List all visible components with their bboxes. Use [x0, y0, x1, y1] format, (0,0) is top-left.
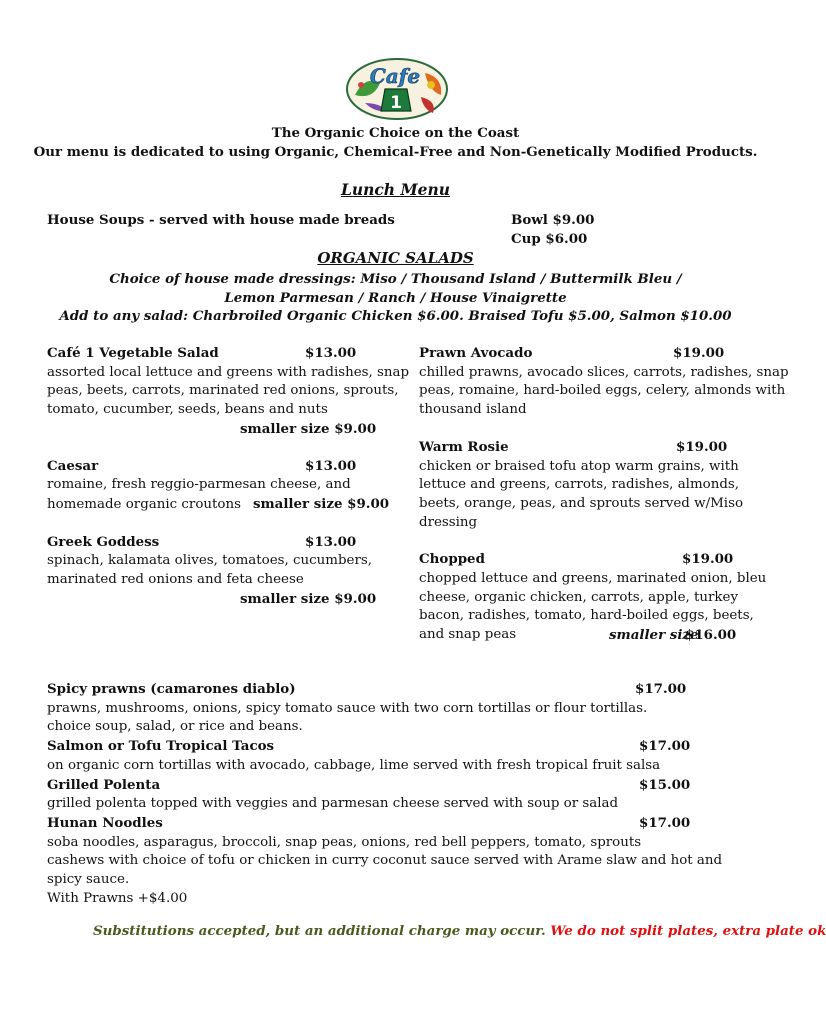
item-desc-line: spinach, kalamata olives, tomatoes, cucumbers, — [47, 553, 372, 569]
item-desc-line: grilled polenta topped with veggies and parmesan cheese served with soup or salad — [47, 796, 619, 812]
item-smaller-size: smaller size $9.00 — [240, 590, 377, 607]
footer-note — [93, 922, 826, 941]
salad-item-chopped — [419, 550, 739, 570]
item-price: $17.00 — [639, 738, 691, 755]
main-item-hunan-noodles — [47, 814, 707, 834]
right-salads-column — [419, 344, 789, 645]
menu-title: Lunch Menu — [340, 180, 451, 199]
item-name: Spicy prawns (camarones diablo) — [47, 681, 296, 697]
item-desc-line: marinated red onions and feta cheese — [47, 572, 304, 588]
item-smaller-size: smaller size $9.00 — [252, 495, 390, 512]
item-desc-line: cheese, organic chicken, carrots, apple, turkey — [419, 589, 739, 605]
item-price: $19.00 — [682, 551, 734, 568]
salad-item-caesar — [47, 457, 357, 477]
main-item-tropical-tacos — [47, 737, 707, 757]
item-price: $13.00 — [305, 533, 357, 550]
item-name: Greek Goddess — [47, 533, 160, 550]
item-name: Café 1 Vegetable Salad — [47, 345, 219, 361]
salad-item-greek-goddess — [47, 533, 357, 553]
logo-text: Cafe — [369, 64, 421, 88]
item-desc-line: cashews with choice of tofu or chicken in curry coconut sauce served with Arame slaw and hot and — [47, 853, 723, 869]
item-desc-line: peas, romaine, hard-boiled eggs, celery, almonds with — [419, 383, 786, 399]
item-name: Warm Rosie — [419, 438, 509, 455]
item-desc-line: soba noodles, asparagus, broccoli, snap peas, onions, red bell peppers, tomato, sprouts — [47, 834, 642, 850]
item-name: Chopped — [419, 551, 485, 568]
salad-addons: Add to any salad: Charbroiled Organic Chicken $6.00. Braised Tofu $5.00, Salmon $10.00 — [59, 308, 732, 324]
item-price: $13.00 — [305, 345, 357, 361]
item-price: $17.00 — [635, 681, 687, 697]
item-name: Caesar — [47, 457, 99, 474]
mission-statement: Our menu is dedicated to using Organic, Chemical-Free and Non-Genetically Modified Products. — [33, 144, 758, 160]
item-price: $17.00 — [639, 814, 691, 831]
no-split-plates-note: We do not split plates, extra plate ok — [550, 923, 826, 939]
salad-item-prawn-avocado — [419, 344, 739, 364]
item-name: Hunan Noodles — [47, 814, 163, 831]
item-price: $15.00 — [639, 776, 691, 793]
item-desc-line: peas, beets, carrots, marinated red onions, sprouts, — [47, 383, 399, 399]
dressings-line-2: Lemon Parmesan / Ranch / House Vinaigrette — [224, 290, 567, 306]
item-smaller-size: smaller size $9.00 — [240, 420, 377, 437]
item-price: $13.00 — [305, 457, 357, 474]
item-desc-line: assorted local lettuce and greens with radishes, snap — [47, 364, 410, 380]
main-item-grilled-polenta — [47, 776, 707, 796]
item-desc-line: choice soup, salad, or rice and beans. — [47, 719, 303, 735]
item-desc-line: spicy sauce. — [47, 872, 130, 888]
soup-bowl-price: Bowl $9.00 — [511, 212, 595, 228]
soups-label: House Soups - served with house made breads — [47, 212, 395, 228]
item-price: $19.00 — [676, 438, 728, 455]
item-name: Grilled Polenta — [47, 776, 161, 793]
item-desc-line: chicken or braised tofu atop warm grains, with — [419, 458, 739, 474]
item-desc-line: on organic corn tortillas with avocado, cabbage, lime served with fresh tropical fruit salsa — [47, 757, 661, 773]
item-desc-line: and snap peas — [419, 627, 517, 643]
item-smaller-label: smaller size — [609, 627, 699, 644]
item-desc-line: prawns, mushrooms, onions, spicy tomato sauce with two corn tortillas or flour tortillas. — [47, 700, 648, 716]
mains-list — [47, 680, 723, 908]
item-smaller-price: $16.00 — [685, 627, 737, 644]
salad-item-vegetable — [47, 344, 357, 364]
item-desc-line: chilled prawns, avocado slices, carrots, radishes, snap — [419, 364, 789, 380]
main-item-spicy-prawns — [47, 680, 707, 700]
left-salads-column — [47, 344, 409, 608]
substitutions-note: Substitutions accepted, but an additional charge may occur. — [93, 923, 546, 939]
soup-cup-price: Cup $6.00 — [511, 231, 588, 247]
item-desc-line: lettuce and greens, carrots, radishes, almonds, — [419, 477, 740, 493]
item-desc-line: homemade organic croutons — [47, 496, 241, 512]
item-desc-line: romaine, fresh reggio-parmesan cheese, and — [47, 477, 351, 493]
item-desc-line: dressing — [419, 514, 478, 530]
item-desc-line: thousand island — [419, 402, 527, 418]
item-price: $19.00 — [673, 345, 725, 361]
logo-number: 1 — [390, 93, 402, 113]
salads-title: ORGANIC SALADS — [317, 249, 474, 267]
item-name: Salmon or Tofu Tropical Tacos — [47, 738, 275, 755]
tagline: The Organic Choice on the Coast — [271, 125, 520, 141]
dressings-line-1: Choice of house made dressings: Miso / Thousand Island / Buttermilk Bleu / — [109, 271, 682, 287]
item-desc-line: chopped lettuce and greens, marinated onion, bleu — [419, 571, 767, 587]
item-desc-line: tomato, cucumber, seeds, beans and nuts — [47, 402, 328, 418]
item-desc-line: bacon, radishes, tomato, hard-boiled eggs, beets, — [419, 608, 754, 624]
cafe-1-logo — [345, 55, 449, 121]
item-name: Prawn Avocado — [419, 345, 533, 361]
salad-item-warm-rosie — [419, 438, 739, 458]
item-desc-line: With Prawns +$4.00 — [47, 890, 188, 906]
item-desc-line: beets, orange, peas, and sprouts served w/Miso — [419, 495, 744, 511]
